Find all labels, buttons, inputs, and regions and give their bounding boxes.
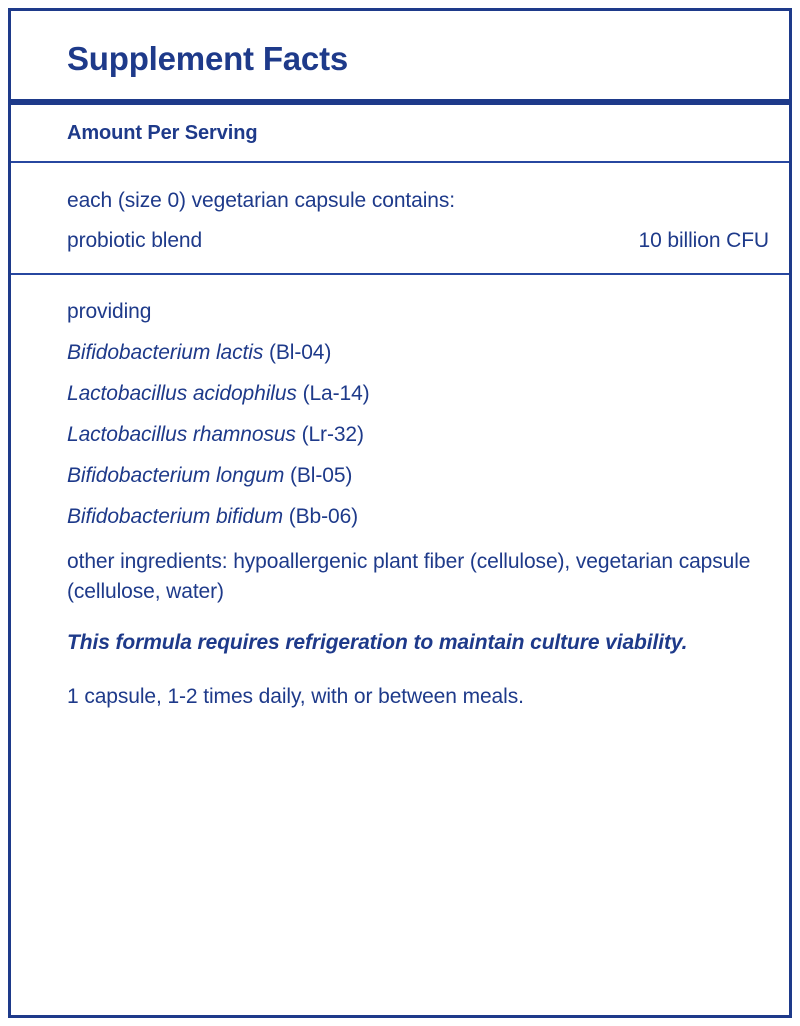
page-title: Supplement Facts (67, 40, 349, 77)
strain-species: Bifidobacterium lactis (67, 341, 264, 365)
strain-row (67, 332, 769, 373)
strain-row (67, 373, 769, 414)
supplement-facts-panel (8, 8, 792, 1018)
strain-code: (La-14) (302, 382, 370, 406)
strain-code: (Bb-06) (288, 505, 359, 529)
strain-code: (Bl-04) (268, 341, 332, 365)
strain-species: Bifidobacterium longum (67, 464, 285, 488)
strain-code: (Lr-32) (301, 423, 364, 447)
directions: 1 capsule, 1-2 times daily, with or between meals. (67, 684, 524, 708)
other-ingredients: other ingredients: hypoallergenic plant fiber (cellulose), vegetarian capsule (cellulose, water) (67, 550, 751, 604)
serving-statement: each (size 0) vegetarian capsule contains: (67, 189, 456, 213)
strain-row (67, 414, 769, 455)
title-section (11, 11, 789, 99)
storage-warning: This formula requires refrigeration to maintain culture viability. (67, 630, 688, 654)
strain-code: (Bl-05) (290, 464, 353, 488)
probiotic-blend-name: probiotic blend (67, 229, 203, 253)
strain-row (67, 496, 769, 537)
serving-section (11, 163, 789, 273)
providing-label: providing (67, 300, 152, 324)
amount-per-serving-section (11, 105, 789, 161)
strain-row (67, 455, 769, 496)
amount-per-serving-header: Amount Per Serving (67, 122, 258, 145)
probiotic-blend-amount: 10 billion CFU (638, 229, 769, 253)
strain-species: Lactobacillus rhamnosus (67, 423, 296, 447)
probiotic-blend-row (67, 220, 769, 259)
strain-species: Lactobacillus acidophilus (67, 382, 297, 406)
strain-species: Bifidobacterium bifidum (67, 505, 283, 529)
details-section (11, 275, 789, 1015)
